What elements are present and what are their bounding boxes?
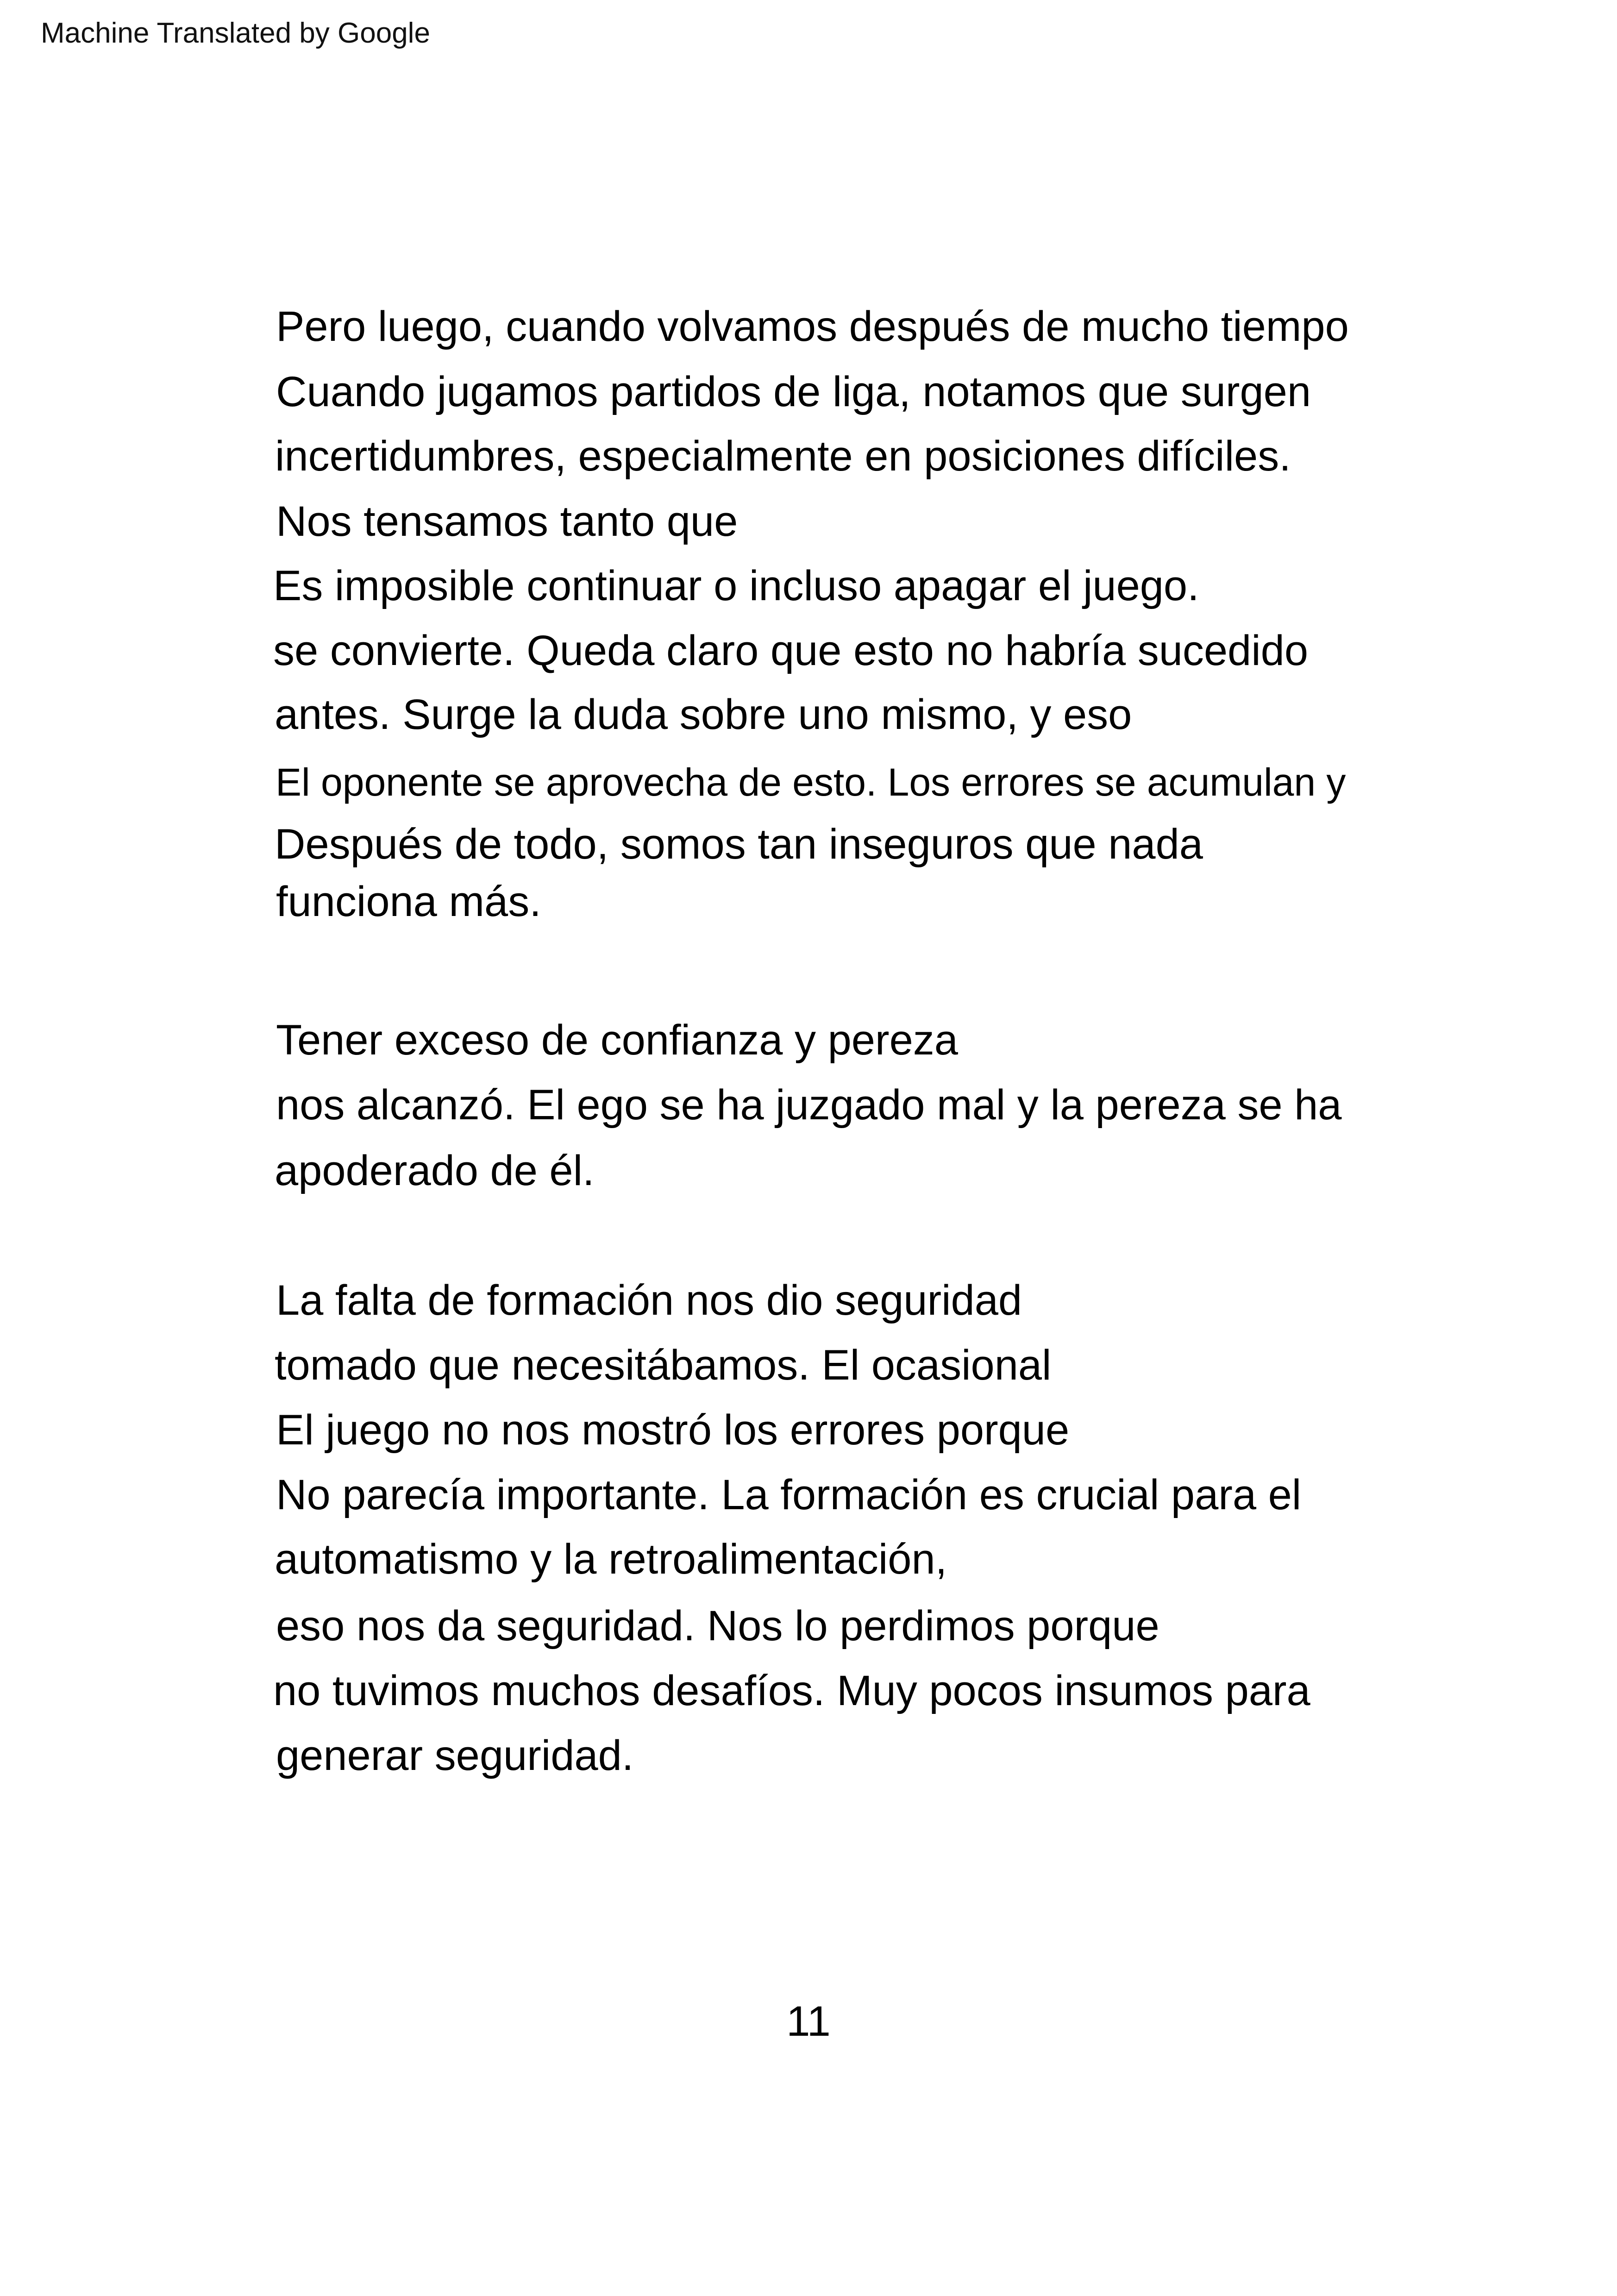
text-line: funciona más. [276, 878, 541, 925]
text-line: nos alcanzó. El ego se ha juzgado mal y la pereza se ha [276, 1081, 1342, 1129]
text-line: Es imposible continuar o incluso apagar el juego. [273, 562, 1199, 609]
text-line: Nos tensamos tanto que [276, 498, 738, 545]
machine-translation-note: Machine Translated by Google [41, 17, 430, 49]
page-number: 11 [786, 1998, 831, 2045]
text-line: se convierte. Queda claro que esto no habría sucedido [273, 627, 1308, 674]
text-line: no tuvimos muchos desafíos. Muy pocos insumos para [273, 1667, 1310, 1714]
text-line: automatismo y la retroalimentación, [275, 1536, 947, 1583]
text-line: Cuando jugamos partidos de liga, notamos que surgen [276, 368, 1311, 415]
text-line: Después de todo, somos tan inseguros que nada [275, 821, 1203, 868]
text-line: tomado que necesitábamos. El ocasional [275, 1342, 1052, 1389]
text-line: apoderado de él. [275, 1147, 595, 1194]
text-line: Pero luego, cuando volvamos después de mucho tiempo [276, 303, 1349, 350]
text-line: antes. Surge la duda sobre uno mismo, y eso [275, 691, 1132, 738]
text-line: El juego no nos mostró los errores porque [276, 1406, 1070, 1454]
text-line: Tener exceso de confianza y pereza [276, 1016, 958, 1064]
text-line: incertidumbres, especialmente en posiciones difíciles. [275, 433, 1291, 480]
text-line: No parecía importante. La formación es crucial para el [276, 1471, 1302, 1518]
text-line: generar seguridad. [276, 1732, 634, 1779]
text-line: eso nos da seguridad. Nos lo perdimos porque [276, 1602, 1159, 1650]
text-line: El oponente se aprovecha de esto. Los errores se acumulan y [276, 760, 1346, 804]
text-line: La falta de formación nos dio seguridad [276, 1277, 1022, 1324]
